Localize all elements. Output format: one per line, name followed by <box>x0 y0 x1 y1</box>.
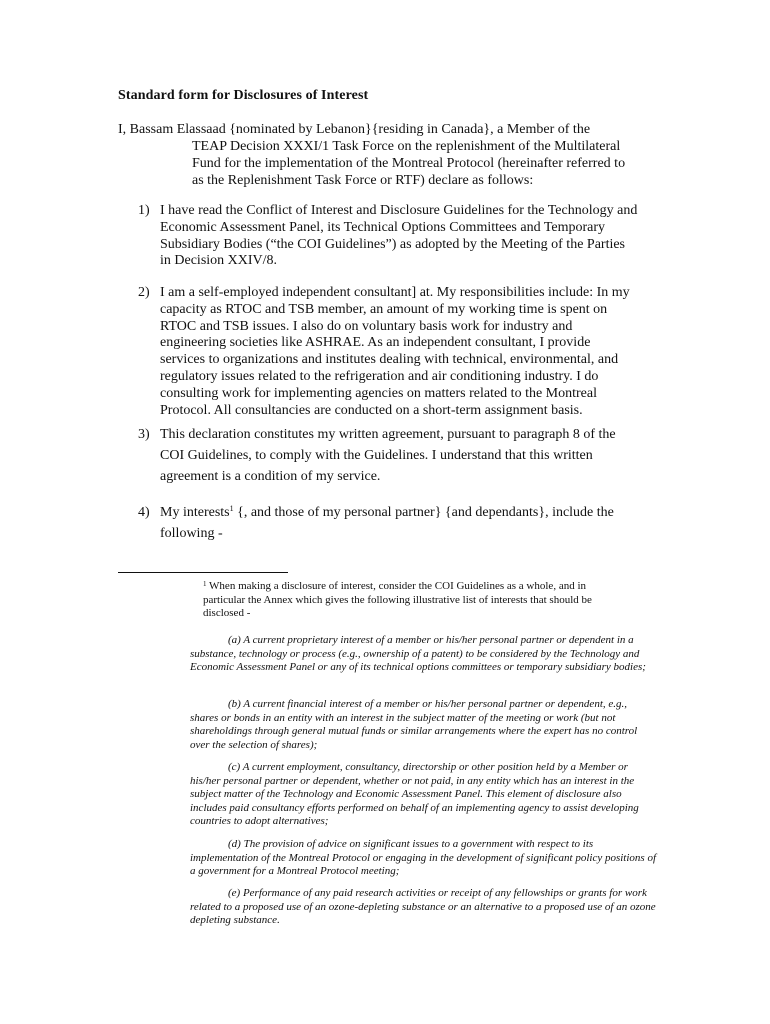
footnote-reference[interactable]: 1 <box>229 504 234 513</box>
footnote-lead-text: When making a disclosure of interest, consider the COI Guidelines as a whole, and in particular the Annex which gives the following illustrative list of interests that should be disclosed - <box>203 580 592 620</box>
declaration-intro <box>118 121 638 189</box>
list-item-4 <box>138 502 638 544</box>
footnote-clause-b <box>190 698 656 752</box>
item-number: 3) <box>138 427 150 442</box>
clause-text: (a) A current proprietary interest of a member or his/her personal partner or dependent in a substance, technology or process (e.g., ownership of a patent) to be considered by the Technology and Economic Assessment Panel or any of its technical options committees or temporary subsidiary bodies; <box>190 634 646 674</box>
item-number: 1) <box>138 203 150 218</box>
item-text <box>160 502 638 544</box>
footnote-marker: 1 <box>203 580 207 588</box>
list-item-2 <box>138 285 638 419</box>
intro-first-line: I, Bassam Elassaad {nominated by Lebanon}{residing in Canada}, a Member of the <box>118 122 591 137</box>
clause-text: (b) A current financial interest of a member or his/her personal partner or dependent, e.g., shares or bonds in an entity with an interest in the subject matter of the meeting or work (but not shareholdings through general mutual funds or similar arrangements where the expert has no control over the selection of shares); <box>190 698 638 751</box>
footnote-lead <box>203 580 623 621</box>
item-text-after: {, and those of my personal partner} {and dependants}, include the following - <box>160 505 614 541</box>
clause-text: (c) A current employment, consultancy, directorship or other position held by a Member or his/her personal partner or dependent, whether or not paid, in any entity which has an interest in the subject matter of the Technology and Economic Assessment Panel. This element of disclosure also includes paid consultancy efforts performed on behalf of an implementing agency to assist developing countries to adopt alternatives; <box>190 761 639 828</box>
item-number: 4) <box>138 505 150 520</box>
document-title: Standard form for Disclosures of Interest <box>118 88 369 103</box>
item-text: I am a self-employed independent consultant] at. My responsibilities include: In my capacity as RTOC and TSB member, an amount of my working time is spent on RTOC and TSB issues. I also do on voluntary basis work for industry and engineering societies like ASHRAE. As an independent consultant, I provide services to organizations and institutes dealing with technical, environmental, and regulatory issues related to the refrigeration and air conditioning industry. I do consulting work for implementing agencies on matters related to the Montreal Protocol. All consultancies are conducted on a short-term assignment basis. <box>160 285 630 418</box>
item-number: 2) <box>138 285 150 300</box>
footnote-clause-d <box>190 838 656 879</box>
list-item-3 <box>138 424 638 487</box>
footnote-clause-c <box>190 761 656 829</box>
clause-text: (d) The provision of advice on significant issues to a government with respect to its implementation of the Montreal Protocol or engaging in the development of significant policy positions of a government for a Montreal Protocol meeting; <box>190 838 657 878</box>
clause-text: (e) Performance of any paid research activities or receipt of any fellowships or grants for work related to a proposed use of an ozone-depleting substance or an alternative to a proposed use of an ozone depleting substance. <box>190 887 656 927</box>
item-text: I have read the Conflict of Interest and Disclosure Guidelines for the Technology and Economic Assessment Panel, its Technical Options Committees and Temporary Subsidiary Bodies (“the COI Guidelines”) as adopted by the Meeting of the Parties in Decision XXIV/8. <box>160 203 638 269</box>
intro-continuation: TEAP Decision XXXI/1 Task Force on the replenishment of the Multilateral Fund for the implementation of the Montreal Protocol (hereinafter referred to as the Replenishment Task Force or RTF) declare as follows: <box>192 139 626 188</box>
list-item-1 <box>138 203 638 270</box>
footnote-separator <box>118 572 288 573</box>
footnote-clause-e <box>190 887 656 928</box>
item-text: This declaration constitutes my written agreement, pursuant to paragraph 8 of the COI Guidelines, to comply with the Guidelines. I understand that this written agreement is a condition of my service. <box>160 427 616 484</box>
item-text-before: My interests <box>160 505 230 520</box>
footnote-clause-a <box>190 634 656 675</box>
